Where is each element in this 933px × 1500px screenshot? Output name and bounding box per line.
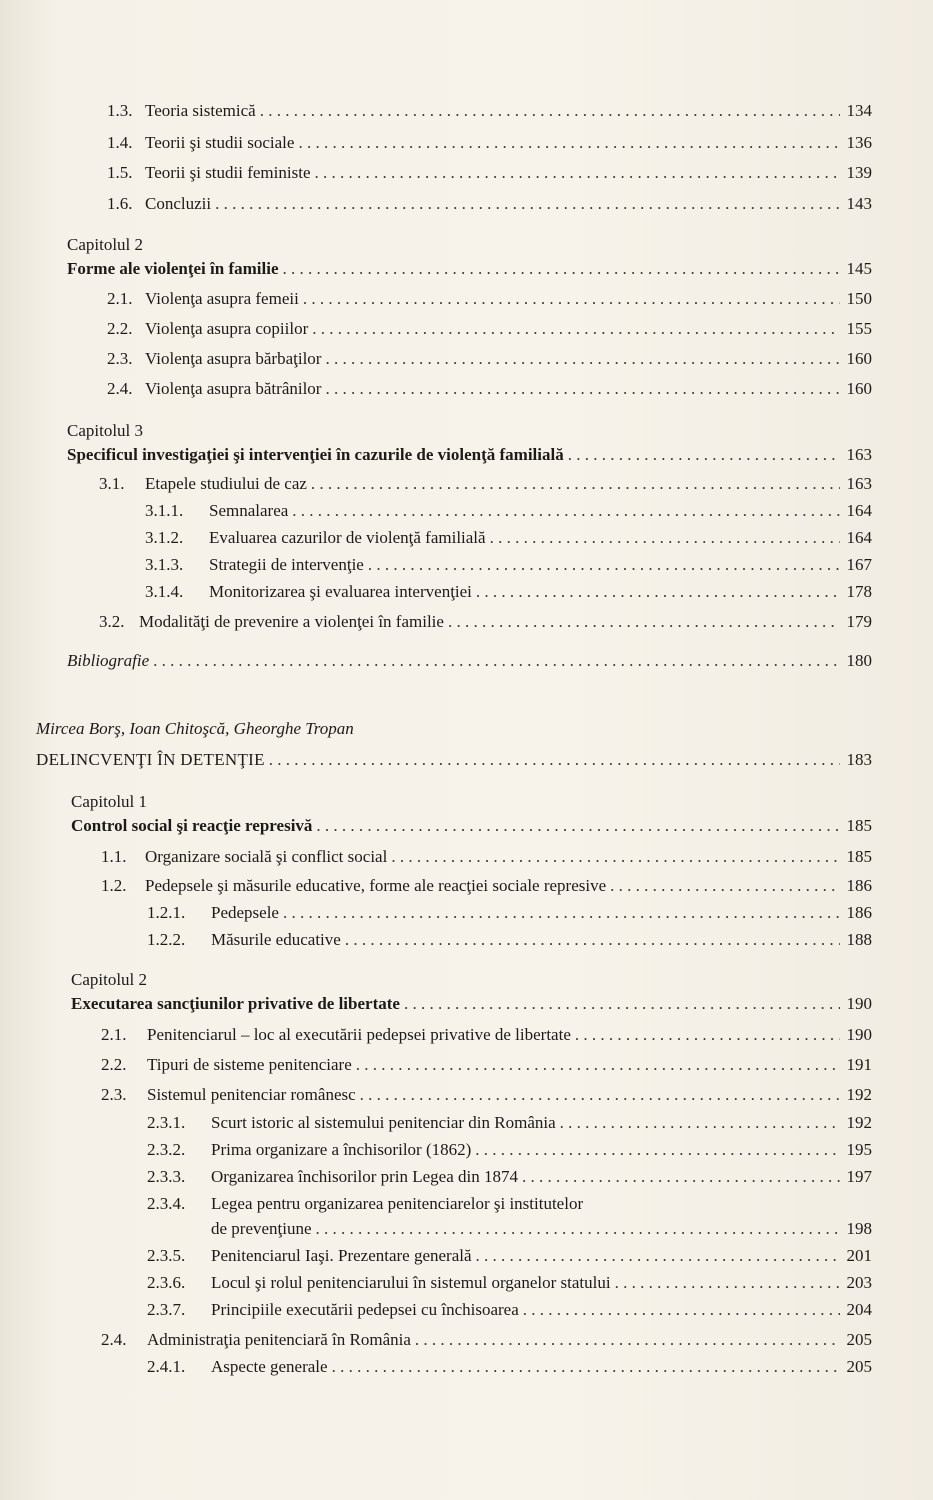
entry-page: 160 [846, 379, 872, 398]
entry-number: 2.3.4. [147, 1194, 186, 1213]
entry-page: 136 [846, 133, 872, 152]
leader-dots [325, 378, 840, 400]
leader-dots [575, 1024, 840, 1046]
leader-dots [332, 1356, 840, 1378]
chapter-label: Capitolul 2 [67, 235, 144, 254]
toc-entry [99, 473, 872, 495]
entry-number: 2.3.2. [147, 1140, 186, 1159]
leader-dots [368, 554, 840, 576]
entry-page: 186 [846, 903, 872, 922]
leader-dots [360, 1084, 840, 1106]
toc-entry [147, 1166, 872, 1188]
entry-title: Locul şi rolul penitenciarului în sistemul organelor statului [211, 1273, 611, 1292]
leader-dots [345, 929, 840, 951]
entry-number: 2.3. [101, 1085, 127, 1104]
toc-entry [145, 527, 872, 549]
entry-page: 198 [846, 1219, 872, 1238]
entry-page: 145 [846, 259, 872, 278]
entry-page: 143 [846, 194, 872, 213]
entry-number: 1.3. [107, 101, 133, 120]
entry-title: Tipuri de sisteme penitenciare [147, 1055, 352, 1074]
entry-number: 2.2. [101, 1055, 127, 1074]
entry-number: 2.2. [107, 319, 133, 338]
toc-entry [145, 581, 872, 603]
entry-title: Monitorizarea şi evaluarea intervenţiei [209, 582, 472, 601]
toc-entry [107, 193, 872, 215]
leader-dots [404, 993, 840, 1015]
entry-page: 190 [846, 1025, 872, 1044]
entry-number: 2.3.5. [147, 1246, 186, 1265]
entry-title: Aspecte generale [211, 1357, 328, 1376]
entry-page: 192 [846, 1085, 872, 1104]
leader-dots [314, 162, 840, 184]
entry-number: 2.3.7. [147, 1300, 186, 1319]
entry-number: 2.4. [101, 1330, 127, 1349]
toc-entry [101, 1329, 872, 1351]
entry-page: 160 [846, 349, 872, 368]
entry-number: 1.2. [101, 876, 127, 895]
toc-entry [107, 162, 872, 184]
leader-dots [415, 1329, 840, 1351]
toc-entry [101, 1054, 872, 1076]
entry-title: Organizare socială şi conflict social [145, 847, 388, 866]
toc-entry [107, 288, 872, 310]
toc-entry [145, 500, 872, 522]
chapter-title-row [67, 444, 872, 466]
leader-dots [316, 815, 840, 837]
leader-dots [568, 444, 840, 466]
entry-title: Violenţa asupra femeii [145, 289, 299, 308]
entry-number: 1.1. [101, 847, 127, 866]
entry-number: 3.1.4. [145, 582, 184, 601]
entry-title: de prevenţiune [211, 1219, 312, 1238]
entry-page: 180 [846, 651, 872, 670]
toc-entry [147, 1245, 872, 1267]
entry-title: Pedepsele [211, 903, 279, 922]
entry-title: Măsurile educative [211, 930, 341, 949]
entry-title: Violenţa asupra copiilor [145, 319, 309, 338]
entry-title: Sistemul penitenciar românesc [147, 1085, 356, 1104]
chapter-title-row [67, 258, 872, 280]
toc-entry [107, 318, 872, 340]
entry-page: 201 [846, 1246, 872, 1265]
leader-dots [283, 902, 840, 924]
leader-dots [260, 100, 840, 122]
entry-number: 2.4. [107, 379, 133, 398]
entry-page: 192 [846, 1113, 872, 1132]
chapter-title: Executarea sancţiunilor privative de libertate [71, 994, 400, 1013]
leader-dots [615, 1272, 840, 1294]
entry-title: Legea pentru organizarea penitenciarelor şi institutelor [211, 1194, 584, 1213]
entry-title: Organizarea închisorilor prin Legea din 1874 [211, 1167, 518, 1186]
chapter-title-row [71, 815, 872, 837]
entry-title: Strategii de intervenţie [209, 555, 364, 574]
toc-entry [101, 846, 872, 868]
chapter-label: Capitolul 1 [71, 792, 148, 811]
chapter-label: Capitolul 2 [71, 970, 148, 989]
entry-number: 1.6. [107, 194, 133, 213]
entry-number: 1.4. [107, 133, 133, 152]
toc-entry [107, 378, 872, 400]
entry-number: 1.2.1. [147, 903, 186, 922]
entry-number: 3.1. [99, 474, 125, 493]
leader-dots [522, 1166, 840, 1188]
entry-page: 150 [846, 289, 872, 308]
toc-entry [101, 1024, 872, 1046]
entry-page: 186 [846, 876, 872, 895]
entry-number: 3.2. [99, 612, 125, 631]
entry-page: 191 [846, 1055, 872, 1074]
entry-number: 2.3.3. [147, 1167, 186, 1186]
chapter-title: Forme ale violenţei în familie [67, 259, 279, 278]
entry-number: 3.1.1. [145, 501, 184, 520]
leader-dots [312, 318, 840, 340]
authors: Mircea Borş, Ioan Chitoşcă, Gheorghe Tropan [36, 719, 354, 738]
entry-page: 178 [846, 582, 872, 601]
entry-page: 205 [846, 1357, 872, 1376]
entry-page: 204 [846, 1300, 872, 1319]
leader-dots [448, 611, 840, 633]
entry-title: Penitenciarul Iaşi. Prezentare generală [211, 1246, 472, 1265]
entry-page: 179 [846, 612, 872, 631]
entry-title: Teorii şi studii sociale [145, 133, 295, 152]
entry-title: Scurt istoric al sistemului penitenciar din România [211, 1113, 556, 1132]
leader-dots [391, 846, 840, 868]
entry-title: Prima organizare a închisorilor (1862) [211, 1140, 472, 1159]
entry-number: 2.1. [101, 1025, 127, 1044]
toc-entry [147, 1112, 872, 1134]
chapter-title: Control social şi reacţie represivă [71, 816, 313, 835]
leader-dots [303, 288, 840, 310]
leader-dots [316, 1218, 840, 1240]
entry-page: 163 [846, 474, 872, 493]
toc-entry [147, 1272, 872, 1294]
entry-page: 183 [846, 750, 872, 769]
entry-title: Teoria sistemică [145, 101, 256, 120]
entry-title: Principiile executării pedepsei cu închisoarea [211, 1300, 519, 1319]
leader-dots [325, 348, 840, 370]
toc-entry [147, 1356, 872, 1378]
leader-dots [476, 581, 840, 603]
entry-title: Evaluarea cazurilor de violenţă familială [209, 528, 486, 547]
entry-title: Concluzii [145, 194, 212, 213]
toc-entry [101, 1084, 872, 1106]
toc-entry [107, 348, 872, 370]
toc-entry [147, 929, 872, 951]
entry-page: 185 [846, 816, 872, 835]
chapter-label: Capitolul 3 [67, 421, 144, 440]
toc-entry [107, 132, 872, 154]
entry-page: 205 [846, 1330, 872, 1349]
toc-entry [145, 554, 872, 576]
leader-dots [215, 193, 840, 215]
leader-dots [490, 527, 840, 549]
entry-page: 163 [846, 445, 872, 464]
leader-dots [523, 1299, 840, 1321]
entry-number: 2.4.1. [147, 1357, 186, 1376]
entry-number: 3.1.3. [145, 555, 184, 574]
entry-page: 164 [846, 528, 872, 547]
chapter-title-row [71, 993, 872, 1015]
entry-number: 3.1.2. [145, 528, 184, 547]
entry-title: Penitenciarul – loc al executării pedepsei privative de libertate [147, 1025, 571, 1044]
entry-page: 203 [846, 1273, 872, 1292]
entry-page: 188 [846, 930, 872, 949]
entry-number: 2.3. [107, 349, 133, 368]
entry-title: Teorii şi studii feministe [145, 163, 311, 182]
leader-dots [292, 500, 840, 522]
entry-title: Violenţa asupra bătrânilor [145, 379, 322, 398]
toc-entry [147, 902, 872, 924]
entry-number: 2.3.6. [147, 1273, 186, 1292]
bibliography-title: Bibliografie [67, 651, 150, 670]
chapter-title: Specificul investigaţiei şi intervenţiei în cazurile de violenţă familială [67, 445, 564, 464]
entry-page: 190 [846, 994, 872, 1013]
entry-title: Administraţia penitenciară în România [147, 1330, 411, 1349]
entry-number: 2.3.1. [147, 1113, 186, 1132]
toc-entry [101, 875, 872, 897]
toc-entry [99, 611, 872, 633]
leader-dots [283, 258, 841, 280]
leader-dots [475, 1139, 840, 1161]
leader-dots [153, 650, 840, 672]
leader-dots [476, 1245, 840, 1267]
toc-entry [147, 1193, 872, 1215]
leader-dots [311, 473, 840, 495]
entry-page: 185 [846, 847, 872, 866]
entry-number: 1.2.2. [147, 930, 186, 949]
entry-title: Violenţa asupra bărbaţilor [145, 349, 322, 368]
part-title: DELINCVENŢI ÎN DETENŢIE [36, 750, 265, 769]
toc-entry [147, 1299, 872, 1321]
entry-number: 1.5. [107, 163, 133, 182]
entry-page: 164 [846, 501, 872, 520]
entry-number: 2.1. [107, 289, 133, 308]
leader-dots [356, 1054, 840, 1076]
toc-entry-continuation [211, 1218, 872, 1240]
toc-entry [67, 650, 872, 672]
entry-title: Pedepsele şi măsurile educative, forme ale reacţiei sociale represive [145, 876, 607, 895]
toc-entry [147, 1139, 872, 1161]
entry-title: Semnalarea [209, 501, 289, 520]
entry-page: 155 [846, 319, 872, 338]
leader-dots [610, 875, 840, 897]
entry-page: 134 [846, 101, 872, 120]
entry-page: 197 [846, 1167, 872, 1186]
leader-dots [298, 132, 840, 154]
leader-dots [269, 749, 840, 771]
entry-title: Etapele studiului de caz [145, 474, 307, 493]
part-title-row [36, 749, 872, 771]
toc-entry [107, 100, 872, 122]
entry-page: 195 [846, 1140, 872, 1159]
entry-page: 167 [846, 555, 872, 574]
entry-title: Modalităţi de prevenire a violenţei în familie [139, 612, 444, 631]
entry-page: 139 [846, 163, 872, 182]
leader-dots [560, 1112, 840, 1134]
